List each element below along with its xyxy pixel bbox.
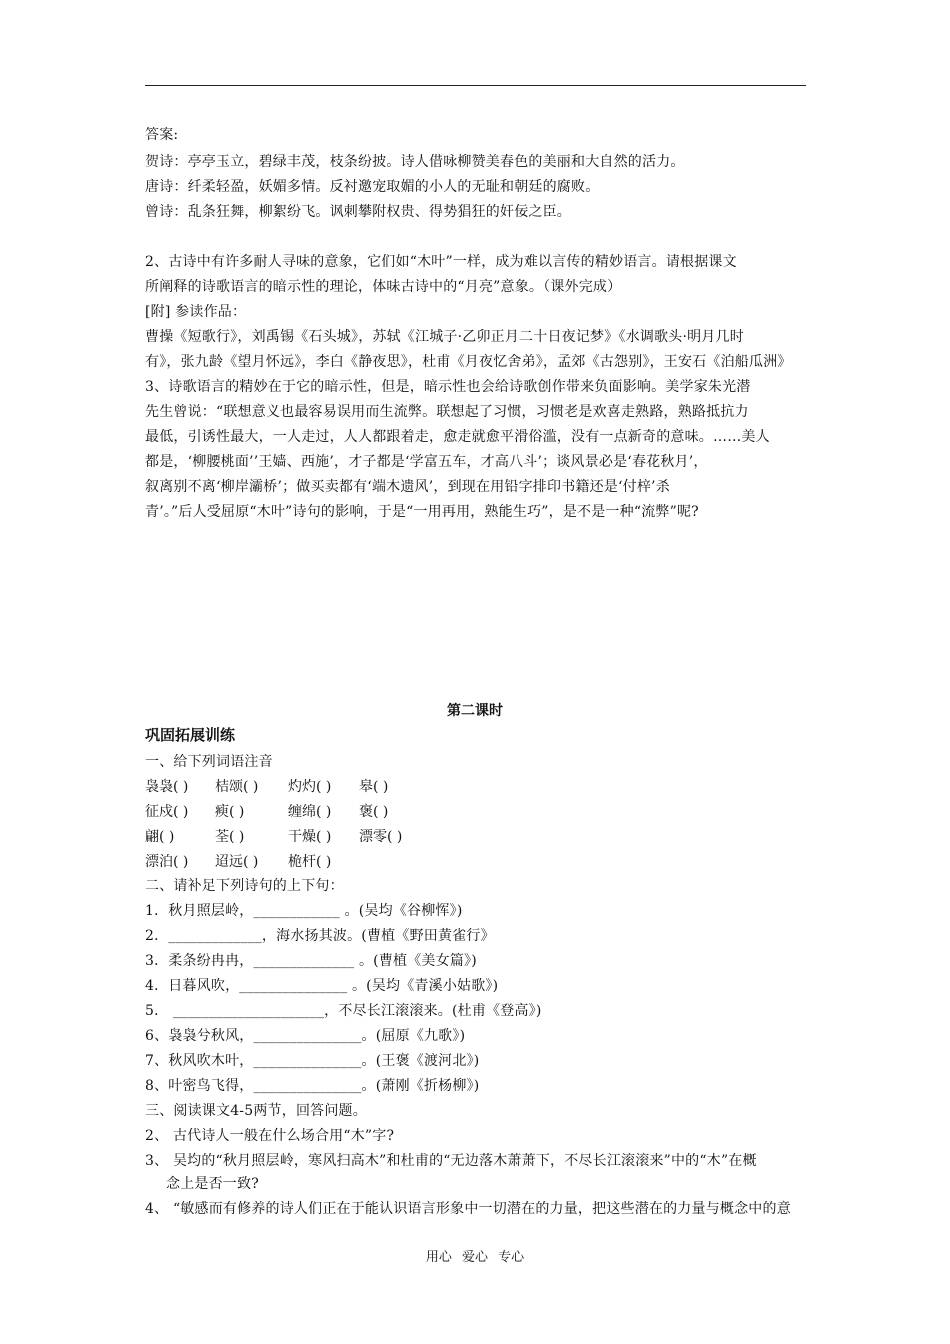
reading-question: 2、 古代诗人一般在什么场合用“木”字? [145,1128,395,1144]
fill-line: 4．日暮风吹，_______________ 。(吴均《青溪小姑歌》) [145,978,499,994]
question-3-line: 最低，引诱性最大，一人走过，人人都跟着走，愈走就愈平滑俗滥，没有一点新奇的意味。……美人 [145,429,770,445]
question-3-line: 先生曾说：“联想意义也最容易误用而生流弊。联想起了习惯，习惯老是欢喜走熟路，熟路抵抗力 [145,404,749,420]
question-3-line: 都是，‘柳腰桃面’’王嫱、西施’，才子都是‘学富五车，才高八斗’；谈风景必是‘春花秋月’， [145,454,708,470]
pinyin-item: 皋( ) [359,779,389,795]
question-3-line: 叙离别不离‘柳岸灞桥’；做买卖都有‘端木遗风’，到现在用铅字排印书籍还是‘付梓’杀 [145,479,670,495]
answer-line: 贺诗：亭亭玉立，碧绿丰茂，枝条纷披。诗人借咏柳赞美春色的美丽和大自然的活力。 [145,154,685,170]
pinyin-item: 灼灼( ) [288,779,332,795]
reading-question-continuation: 念上是否一致? [166,1176,259,1192]
fill-line: 3．柔条纷冉冉，______________ 。(曹植《美女篇》) [145,953,477,969]
section-subtitle: 巩固拓展训练 [145,726,236,744]
pinyin-item: 桔颂( ) [215,779,259,795]
question-3-line: 青’。”后人受屈原“木叶”诗句的影响，于是“一用再用，熟能生巧”，是不是一种“流弊”呢? [145,504,699,520]
pinyin-item: 荃( ) [215,829,245,845]
fill-line: 7、秋风吹木叶，_______________。(王褒《渡河北》) [145,1053,480,1069]
header-rule [145,85,806,86]
question-2-line: 2、古诗中有许多耐人寻味的意象，它们如“木叶”一样，成为难以言传的精妙语言。请根据课文 [145,254,737,270]
answer-label: 答案: [145,127,179,143]
answer-line: 唐诗：纤柔轻盈，妖媚多情。反衬邀宠取媚的小人的无耻和朝廷的腐败。 [145,179,600,195]
appendix-line: 有》，张九龄《望月怀远》，李白《静夜思》，杜甫《月夜忆舍弟》，孟郊《古怨别》，王安石《泊船瓜洲》 [145,354,792,370]
part3-heading: 三、阅读课文4-5两节，回答问题。 [145,1103,367,1119]
pinyin-item: 漂零( ) [359,829,403,845]
appendix-line: 曹操《短歌行》，刘禹锡《石头城》，苏轼《江城子·乙卯正月二十日夜记梦》《水调歌头·明月几时 [145,329,744,345]
reading-question: 3、 吴均的“秋月照层岭，寒风扫高木”和杜甫的“无边落木萧萧下，不尽长江滚滚来”中的“木”在概 [145,1153,757,1169]
fill-line: 6、袅袅兮秋风，_______________。(屈原《九歌》) [145,1028,466,1044]
fill-line: 5． _____________________，不尽长江滚滚来。(杜甫《登高》) [145,1003,542,1019]
pinyin-item: 翩( ) [145,829,175,845]
pinyin-item: 桅杆( ) [288,854,332,870]
appendix-label: [附] 参读作品： [145,304,247,320]
question-2-line: 所阐释的诗歌语言的暗示性的理论，体味古诗中的“月亮”意象。（课外完成） [145,279,622,295]
pinyin-item: 漂泊( ) [145,854,189,870]
question-3-line: 3、诗歌语言的精妙在于它的暗示性，但是，暗示性也会给诗歌创作带来负面影响。美学家朱光潜 [145,379,751,395]
part1-heading: 一、给下列词语注音 [145,754,273,770]
pinyin-item: 迢远( ) [215,854,259,870]
page-footer: 用心 爱心 专心 [425,1250,525,1265]
pinyin-item: 瘐( ) [215,804,245,820]
pinyin-item: 干燥( ) [288,829,332,845]
fill-line: 8、叶密鸟飞得，_______________。(萧刚《折杨柳》) [145,1078,480,1094]
pinyin-item: 袅袅( ) [145,779,189,795]
lesson-title: 第二课时 [447,703,503,719]
pinyin-item: 褒( ) [359,804,389,820]
answer-line: 曾诗：乱条狂舞，柳絮纷飞。讽刺攀附权贵、得势猖狂的奸佞之臣。 [145,204,571,220]
pinyin-item: 缠绵( ) [288,804,332,820]
fill-line: 1．秋月照层岭，____________ 。(吴均《谷柳恽》) [145,903,463,919]
part2-heading: 二、请补足下列诗句的上下句： [145,878,344,894]
fill-line: 2．_____________，海水扬其波。(曹植《野田黄雀行》 [145,928,495,944]
reading-question: 4、 “敏感而有修养的诗人们正在于能认识语言形象中一切潜在的力量，把这些潜在的力量与概念中的意 [145,1201,791,1217]
pinyin-item: 征戍( ) [145,804,189,820]
